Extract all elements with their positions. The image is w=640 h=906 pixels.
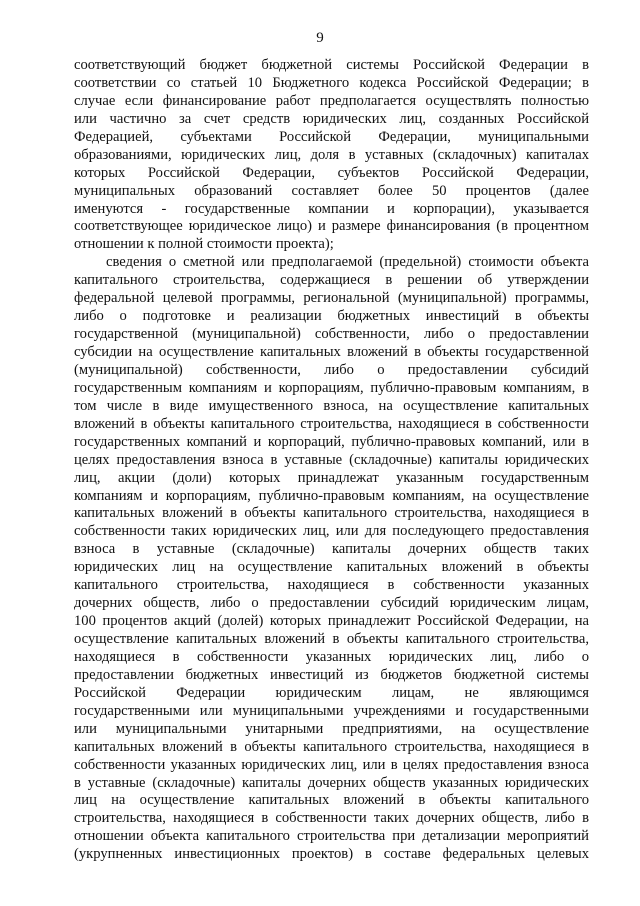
text-line: государственным компаниям и корпорациям, публично-правовым компаниям, в [74,379,589,396]
text-line: капитальных вложений в объекты капитального строительства, находящиеся в [74,738,589,755]
text-line: соответствии со статьей 10 Бюджетного кодекса Российской Федерации; в [74,74,589,91]
text-line: государственных компаний и корпораций, публично-правовых компаний, или в [74,433,589,450]
text-line: которых Российской Федерации, субъектов Российской Федерации, [74,164,589,181]
text-line: муниципальных образований составляет более 50 процентов (далее [74,182,589,199]
text-line: субсидии на осуществление капитальных вложений в объекты государственной [74,344,589,360]
text-line: предоставлении бюджетных инвестиций из бюджетов бюджетной системы [74,666,589,683]
text-line: соответствующее юридическое лицо) и размере финансирования (в процентном [74,218,589,235]
text-line: лиц на осуществление капитальных вложений в объекты капитального [74,792,589,809]
text-line: или муниципальными унитарными предприятиями, на осуществление [74,720,589,737]
text-line: 100 процентов акций (долей) которых принадлежит Российской Федерации, на [74,613,589,630]
text-line: Федерацией, субъектами Российской Федерации, муниципальными [74,128,589,145]
text-line: лиц, акции (доли) которых принадлежат указанным государственным [74,469,589,486]
text-line: том числе в виде имущественного взноса, на осуществление капитальных [74,397,589,414]
text-line: строительства, находящиеся в собственности таких дочерних обществ, либо в [74,810,589,827]
text-line: именуются - государственные компании и корпорации), указывается [74,200,589,217]
page-number: 9 [316,30,324,46]
text-line: образованиями, юридических лиц, доля в уставных (складочных) капиталах [74,146,589,163]
text-line: Российской Федерации юридическим лицам, не являющимся [74,684,589,701]
text-line: соответствующий бюджет бюджетной системы Российской Федерации в [74,57,589,73]
text-line: находящиеся в собственности указанных юридических лиц, либо о [74,648,589,665]
text-line: государственной (муниципальной) собственности, либо о предоставлении [74,326,589,343]
text-line: взноса в уставные (складочные) капиталы дочерних обществ таких [74,541,589,558]
text-line: капитальных вложений в объекты капитального строительства, находящиеся в [74,505,589,522]
text-line: (укрупненных инвестиционных проектов) в составе федеральных целевых [74,846,589,863]
text-line: вложений в объекты капитального строительства, находящиеся в собственности [74,415,589,432]
text-line: собственности указанных юридических лиц, или в целях предоставления взноса [74,756,589,773]
text-line: целях предоставления взноса в уставные (складочные) капиталы юридических [74,451,589,468]
text-line: юридических лиц на осуществление капитальных вложений в объекты [74,559,589,576]
text-line: федеральной целевой программы, региональной (муниципальной) программы, [74,290,589,307]
text-line: случае если финансирование работ предполагается осуществлять полностью [74,92,589,109]
text-line: отношении объекта капитального строительства при детализации мероприятий [74,828,589,845]
text-line: либо о подготовке и реализации бюджетных инвестиций в объекты [74,308,589,325]
text-line: капитального строительства, находящиеся в собственности указанных [74,577,589,594]
text-line: капитального строительства, содержащиеся в решении об утверждении [74,272,589,289]
text-line: или частично за счет средств юридических лиц, созданных Российской [74,110,589,127]
body-text [74,57,589,864]
text-line: в уставные (складочные) капиталы дочерних обществ указанных юридических [74,774,589,791]
text-line: дочерних обществ, либо о предоставлении субсидий юридическим лицам, [74,595,589,612]
text-line: компаниям и корпорациям, публично-правовым компаниям, на осуществление [74,487,589,504]
text-line: собственности таких юридических лиц, или для последующего предоставления [74,523,589,540]
text-line: государственными или муниципальными учреждениями и государственными [74,702,589,719]
text-line: (муниципальной) собственности, либо о предоставлении субсидий [74,361,589,378]
text-line: отношении к полной стоимости проекта); [74,236,334,253]
text-line: сведения о сметной или предполагаемой (предельной) стоимости объекта [106,254,589,271]
text-line: осуществление капитальных вложений в объекты капитального строительства, [74,631,589,647]
